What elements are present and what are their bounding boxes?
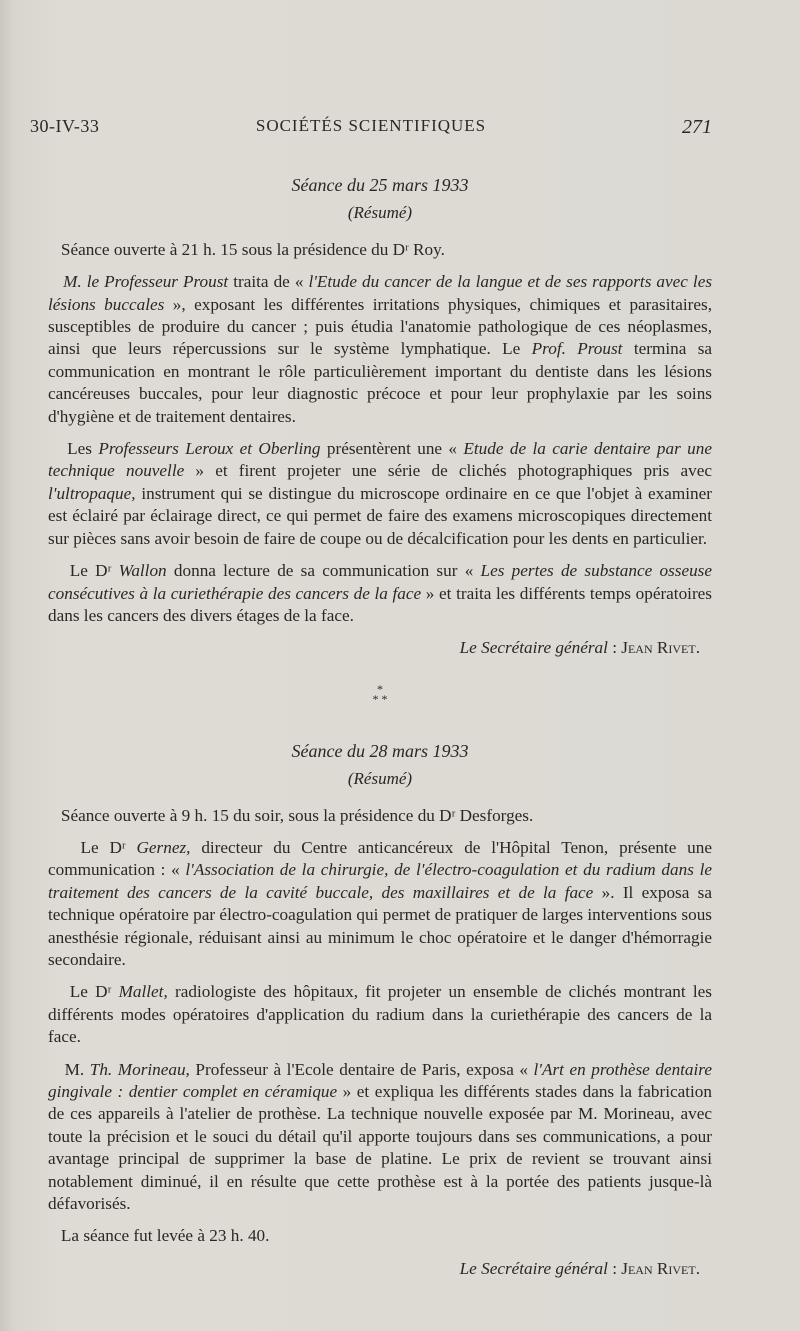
session-1-opening [48, 239, 712, 261]
communication-title: l'Art en prothèse dentaire gingivale : dentier complet en céramique [48, 1059, 712, 1101]
session-2-closing-text: La séance fut levée à 23 h. 40. [60, 1226, 270, 1246]
text-fragment: directeur du Centre anticancéreux de l'Hôpital Tenon, présente une communication : « [48, 837, 712, 880]
section-separator-asterism [48, 681, 712, 706]
text-fragment: Professeur à l'Ecole dentaire de Paris, exposa « [189, 1059, 534, 1079]
text-fragment: radiologiste des hôpitaux, fit projeter un ensemble de clichés montrant les différents modes opératoires d'application du radium dans la curiethérapie des cancers de la face. [48, 982, 712, 1047]
text-fragment: présentèrent une « [320, 439, 464, 459]
text-fragment: Le Dʳ [69, 561, 119, 581]
asterism-bottom: * * [372, 691, 388, 706]
session-2-paragraph-1 [48, 837, 712, 971]
text-fragment: donna lecture de sa communication sur « [166, 561, 481, 581]
text-fragment: Le Dʳ [80, 837, 137, 857]
session-2-paragraph-2 [48, 981, 712, 1048]
session-1-title: Séance du 25 mars 1933 [291, 175, 469, 195]
signature-name: Jean Rivet. [621, 1258, 700, 1278]
session-1-opening-text: Séance ouverte à 21 h. 15 sous la présidence du Dʳ Roy. [60, 239, 445, 259]
signature-separator: : [607, 1258, 622, 1278]
speaker-proust: M. le Professeur Proust [63, 272, 229, 292]
issue-reference: 30-IV-33 [30, 116, 100, 136]
text-fragment: » et traita les différents temps opératoires dans les cancers des divers étages de la face. [48, 583, 712, 625]
session-2-resume-label: (Résumé) [347, 769, 413, 789]
session-2-closing [48, 1225, 712, 1247]
speaker-wallon: Wallon [118, 561, 167, 581]
text-fragment: ». Il exposa sa technique opératoire par électro-coagulation qui permet de pratiquer de larges interventions sous anesthésie régionale, réduisant ainsi au minimum le choc opératoire et le danger d'hémorragie secondaire. [48, 882, 713, 969]
text-fragment: Les [67, 439, 99, 459]
session-2-opening [48, 805, 712, 827]
communication-title: l'Association de la chirurgie, de l'électro-coagulation et du radium dans le traitement des cancers de la cavité buccale, des maxillaires et de la face [48, 860, 712, 902]
session-2-title: Séance du 28 mars 1933 [291, 740, 469, 761]
signature-name: Jean Rivet. [621, 638, 700, 658]
communication-title: Les pertes de substance osseuse consécutives à la curiethérapie des cancers de la face [48, 561, 712, 603]
article-body [48, 174, 712, 1280]
text-fragment: traita de « [228, 272, 309, 292]
text-fragment: » et firent projeter une série de clichés photographiques pris avec [184, 461, 713, 481]
communication-title: l'Etude du cancer de la langue et de ses rapports avec les lésions buccales [48, 272, 713, 314]
page-number: 271 [682, 116, 712, 138]
speaker-mallet: Mallet, [118, 982, 168, 1002]
speaker-proust-short: Prof. Proust [531, 339, 623, 359]
session-1-paragraph-1 [48, 271, 712, 428]
speakers-leroux-oberling: Professeurs Leroux et Oberling [98, 439, 321, 459]
session-1-paragraph-3 [48, 560, 712, 627]
instrument-name: l'ultropaque, [48, 483, 136, 503]
asterism-top: * [377, 681, 383, 696]
speaker-morineau: Th. Morineau, [89, 1059, 190, 1079]
page-header [30, 116, 712, 144]
text-fragment: », exposant les différentes irritations physiques, chimiques et parasitaires, susceptibles de produire du cancer ; puis étudia l'anatomie pathologique de ces néoplasmes, ainsi que leurs répercussions sur le système lymphatique. Le [48, 294, 712, 359]
session-2-signature [48, 1258, 712, 1280]
signature-separator: : [607, 638, 622, 658]
text-fragment: » et expliqua les différents stades dans la fabrication de ces appareils à l'atelier de prothèse. La technique nouvelle exposée par M. Morineau, avec toute la précision et le souci du détail qu'il apporte toujours dans ses communications, a pour avantage principal de supprimer la base de platine. Le prix de revient se trouvant ainsi notablement diminué, il en résulte que cette prothèse est à la portée des patients jusque-là défavorisés. [48, 1082, 712, 1214]
session-2-opening-text: Séance ouverte à 9 h. 15 du soir, sous la présidence du Dʳ Desforges. [60, 805, 534, 825]
text-fragment: Le Dʳ [69, 982, 119, 1002]
text-fragment: termina sa communication en montrant le rôle particulièrement important du dentiste dans les lésions cancéreuses buccales, pour leur diagnostic précoce et pour leur prophylaxie par les soins d'hygiène et de traitement dentaires. [48, 339, 713, 426]
session-1-paragraph-2 [48, 438, 712, 550]
running-title: SOCIÉTÉS SCIENTIFIQUES [255, 116, 487, 135]
text-fragment: M. [64, 1059, 90, 1079]
signature-role: Le Secrétaire général [459, 638, 608, 658]
session-1-signature [48, 637, 712, 659]
signature-role: Le Secrétaire général [459, 1258, 608, 1278]
communication-title: Etude de la carie dentaire par une technique nouvelle [48, 439, 712, 481]
text-fragment: instrument qui se distingue du microscope ordinaire en ce que l'objet à examiner est éclairé par éclairage direct, ce qui permet de faire des examens microscopiques directement sur pièces sans avoir besoin de faire de coupe ou de décalcification pour les dents en particulier. [48, 483, 712, 548]
session-2-paragraph-3 [48, 1059, 712, 1216]
speaker-gernez: Gernez, [136, 837, 191, 857]
session-1-resume-label: (Résumé) [347, 203, 413, 223]
